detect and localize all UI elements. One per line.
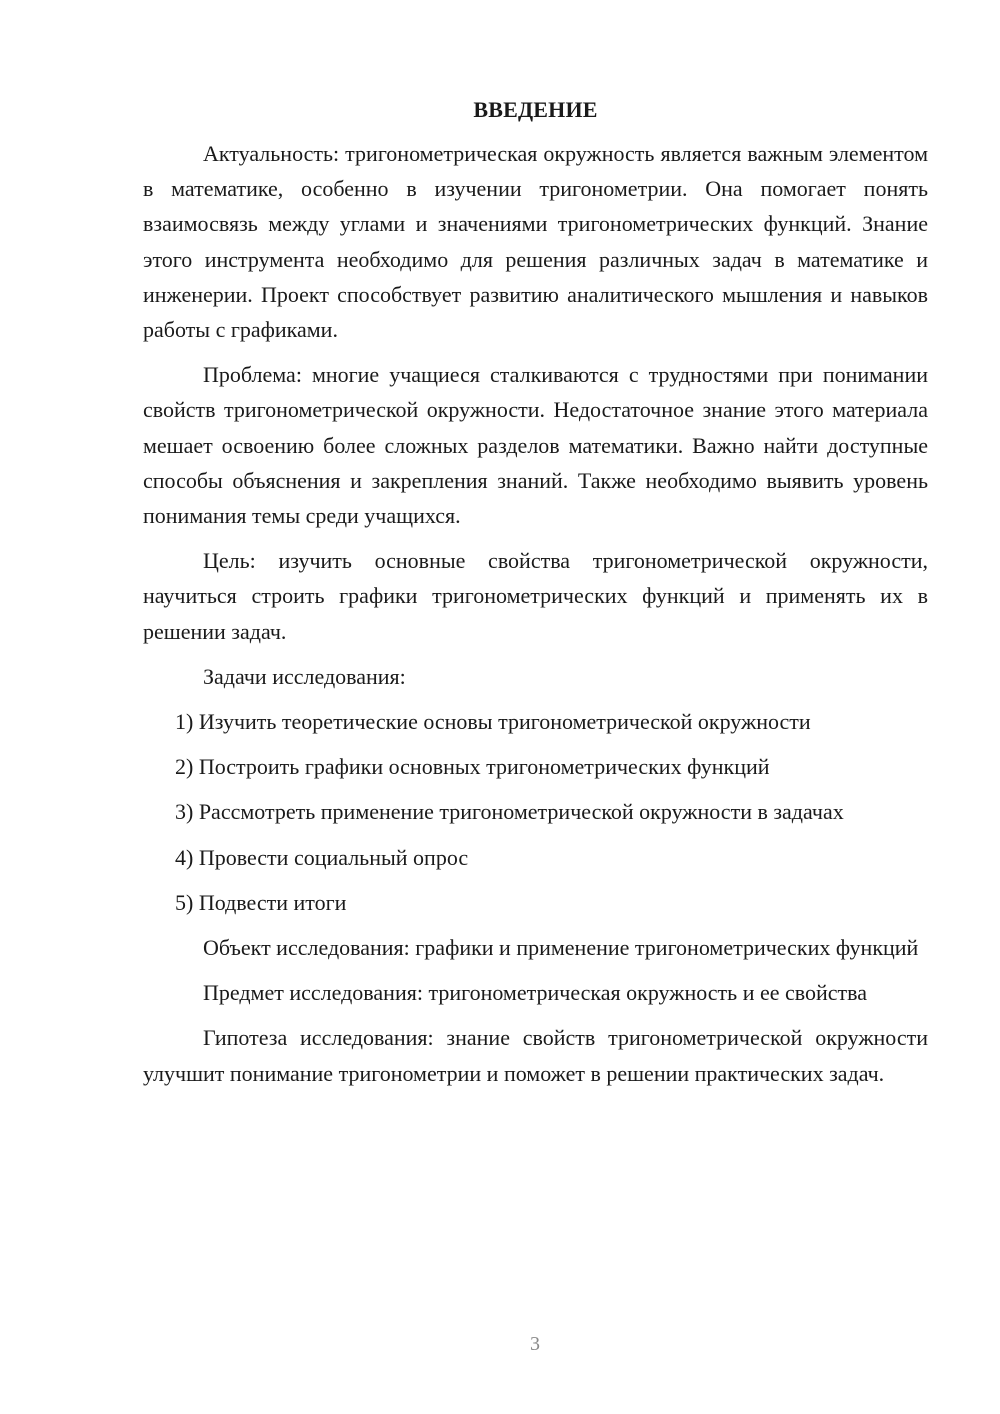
list-item: 4) Провести социальный опрос — [175, 844, 469, 870]
tasks-list — [143, 704, 928, 920]
object-paragraph: Объект исследования: графики и применение тригонометрических функций — [203, 935, 919, 961]
list-item: 1) Изучить теоретические основы тригонометрической окружности — [175, 709, 811, 735]
page-title: ВВЕДЕНИЕ — [473, 97, 598, 122]
goal-paragraph: Цель: изучить основные свойства тригонометрической окружности, научиться строить графики тригонометрических функций и применять их в решении задач. — [143, 548, 928, 644]
page-number: 3 — [530, 1333, 540, 1355]
document-page — [143, 96, 928, 1101]
problem-paragraph: Проблема: многие учащиеся сталкиваются с трудностями при понимании свойств тригонометрической окружности. Недостаточное знание этого материала мешает освоению более сложных разделов математики. Важно найти доступные способы объяснения и закрепления знаний. Также необходимо выявить уровень понимания темы среди учащихся. — [143, 362, 928, 529]
subject-paragraph: Предмет исследования: тригонометрическая окружность и ее свойства — [203, 980, 868, 1006]
relevance-paragraph: Актуальность: тригонометрическая окружность является важным элементом в математике, особенно в изучении тригонометрии. Она помогает понять взаимосвязь между углами и значениями тригонометрических функций. Знание этого инструмента необходимо для решения различных задач в математике и инженерии. Проект способствует развитию аналитического мышления и навыков работы с графиками. — [143, 141, 928, 343]
list-item: 5) Подвести итоги — [175, 889, 347, 915]
list-item: 3) Рассмотреть применение тригонометрической окружности в задачах — [175, 799, 844, 825]
hypothesis-paragraph: Гипотеза исследования: знание свойств тригонометрической окружности улучшит понимание тригонометрии и поможет в решении практических задач. — [143, 1025, 928, 1086]
list-item: 2) Построить графики основных тригонометрических функций — [175, 754, 770, 780]
tasks-heading: Задачи исследования: — [203, 663, 406, 689]
